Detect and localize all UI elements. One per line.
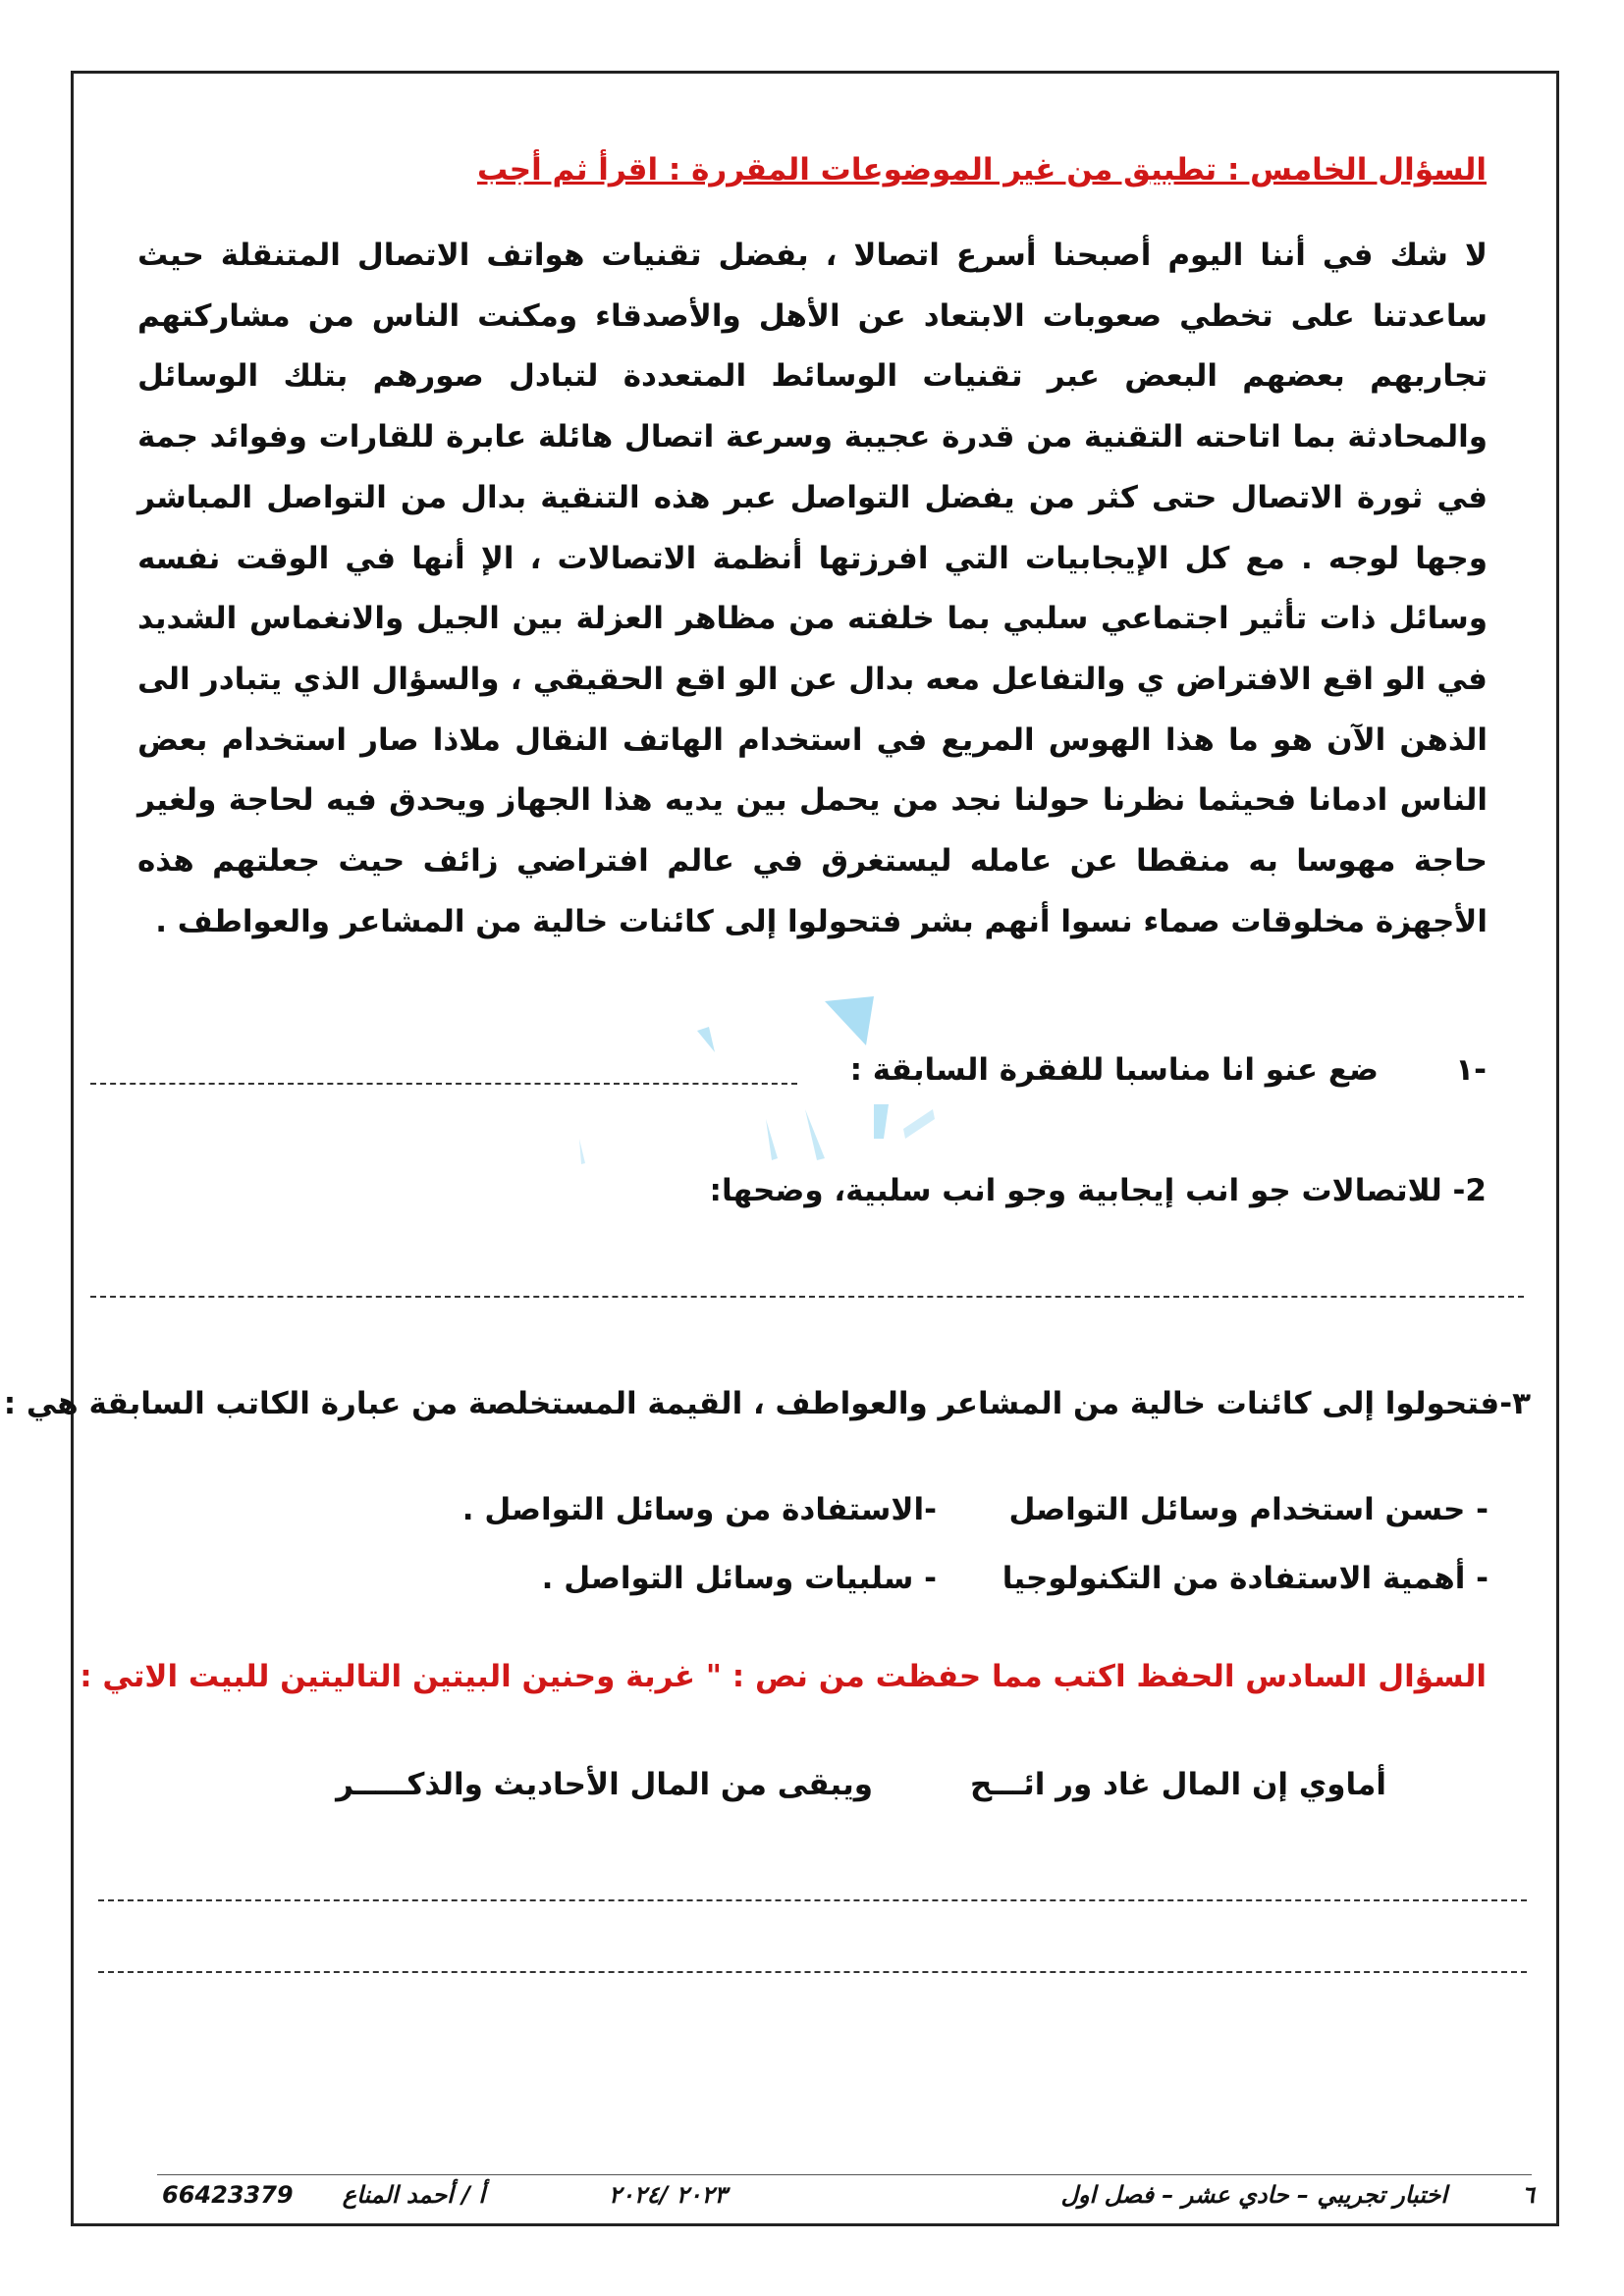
school-year: ٢٠٢٣ /٢٠٢٤ — [609, 2181, 728, 2209]
option-a[interactable]: - حسن استخدام وسائل التواصل — [1008, 1492, 1489, 1527]
question-1-number: ١- — [1455, 1052, 1487, 1088]
verse-second-hemistich: ويبقى من المال الأحاديث والذكـــــر — [336, 1767, 873, 1802]
option-b[interactable]: -الاستفادة من وسائل التواصل . — [461, 1492, 937, 1527]
verse-first-hemistich: أماوي إن المال غاد ور ائـــح — [969, 1767, 1386, 1802]
footer-divider — [157, 2174, 1532, 2175]
answer-line-4[interactable] — [98, 1971, 1527, 1973]
answer-line-1[interactable] — [90, 1083, 797, 1085]
option-c[interactable]: - أهمية الاستفادة من التكنولوجيا — [1001, 1561, 1489, 1596]
exam-label: اختبار تجريبي – حادي عشر – فصل اول — [1060, 2181, 1447, 2209]
question-6-title: السؤال السادس الحفظ اكتب مما حفظت من نص : " غربة وحنين البيتين التاليتين للبيت الاتي : — [80, 1659, 1487, 1694]
page-number: ٦ — [1522, 2181, 1535, 2209]
answer-line-2[interactable] — [90, 1296, 1524, 1298]
question-1-text: ضع عنو انا مناسبا للفقرة السابقة : — [849, 1052, 1379, 1088]
question-2-text: 2- للاتصالات جو انب إيجابية وجو انب سلبية، وضحها: — [709, 1173, 1487, 1208]
question-3-text: ٣-فتحولوا إلى كائنات خالية من المشاعر والعواطف ، القيمة المستخلصة من عبارة الكاتب السابقة هي : — [3, 1386, 1531, 1421]
teacher-phone: 66423379 — [162, 2181, 294, 2209]
reading-passage: لا شك في أننا اليوم أصبحنا أسرع اتصالا ، بفضل تقنيات هواتف الاتصال المتنقلة حيث ساعدتنا على تخطي صعوبات الابتعاد عن الأهل والأصدقاء ومكنت الناس من مشاركتهم تجاربهم بعضهم البعض عبر تقنيات الوسائط المتعددة لتبادل صورهم بتلك الوسائل والمحادثة بما اتاحته التقنية من قدرة عجيبة وسرعة اتصال هائلة عابرة للقارات وفوائد جمة في ثورة الاتصال حتى كثر من يفضل التواصل عبر هذه التنقية بدال من التواصل المباشر وجها لوجه . مع كل الإيجابيات التي افرزتها أنظمة الاتصالات ، الإ أنها في الوقت نفسه وسائل ذات تأثير اجتماعي سلبي بما خلفته من مظاهر العزلة بين الجيل والانغماس الشديد في الو اقع الافتراض ي والتفاعل معه بدال عن الو اقع الحقيقي ، والسؤال الذي يتبادر الى الذهن الآن هو ما هذا الهوس المريع في استخدام الهاتف النقال ملاذا صار استخدام بعض الناس ادمانا فحيثما نظرنا حولنا نجد من يحمل بين يديه هذا الجهاز ويحدق فيه لحاجة ولغير حاجة مهوسا به منقطا عن عامله ليستغرق في عالم افتراضي زائف حيث جعلتهم هذه الأجهزة مخلوقات صماء نسوا أنهم بشر فتحولوا إلى كائنات خالية من المشاعر والعواطف . — [137, 238, 1488, 939]
teacher-name: أ / أحمد المناع — [342, 2181, 485, 2209]
answer-line-3[interactable] — [98, 1899, 1527, 1901]
question-5-title: السؤال الخامس : تطبيق من غير الموضوعات المقررة : اقرأ ثم أجب — [476, 152, 1487, 187]
option-d[interactable]: - سلبيات وسائل التواصل . — [541, 1561, 937, 1596]
